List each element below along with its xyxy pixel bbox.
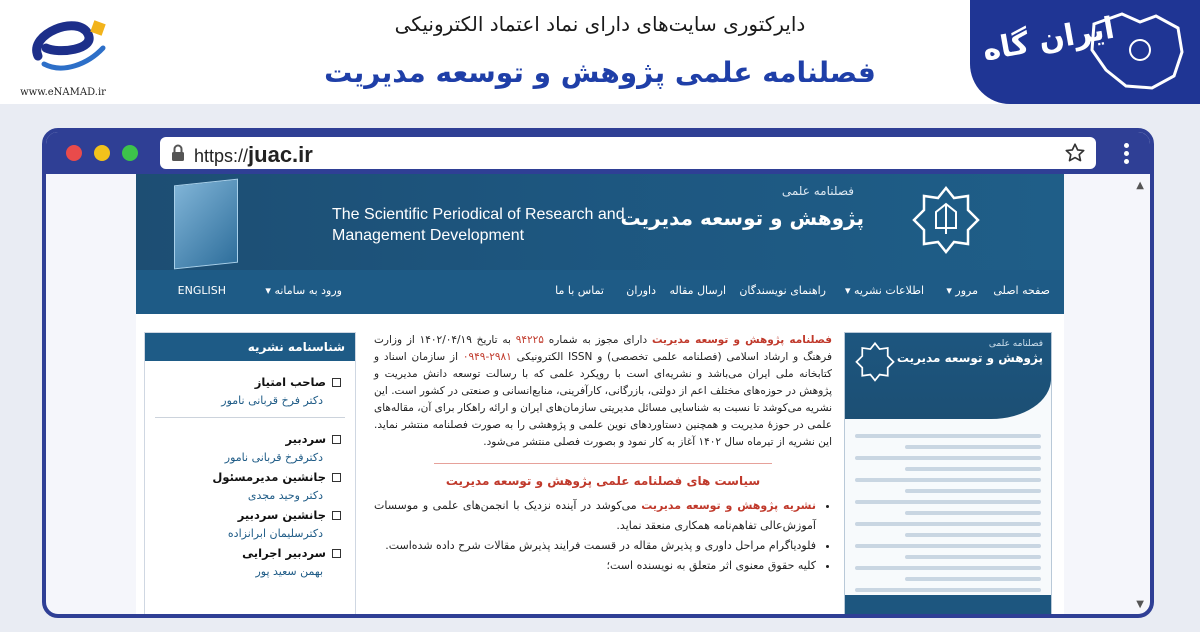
bullet-box-icon [332, 549, 341, 558]
main-navigation [136, 270, 1064, 314]
url-domain: juac.ir [248, 142, 313, 167]
role-editor-in-chief [145, 432, 355, 464]
banner-subtitle: دایرکتوری سایت‌های دارای نماد اعتماد الکترونیکی [394, 12, 806, 36]
card-kicker: فصلنامه علمی [988, 339, 1043, 349]
policy-list [374, 496, 832, 576]
bullet-box-icon [332, 473, 341, 482]
banner-title: فصلنامه علمی پژوهش و توسعه مدیریت [324, 56, 876, 89]
nav-contact[interactable]: تماس با ما [555, 284, 604, 297]
divider [155, 417, 345, 418]
journal-cover-card[interactable] [844, 332, 1052, 618]
journal-id-sidebar [144, 332, 356, 618]
journal-emblem-icon [910, 184, 982, 260]
browser-menu-icon[interactable] [1124, 143, 1130, 165]
irangah-badge [970, 0, 1200, 104]
role-title: سردبیر اجرایی [242, 546, 326, 560]
top-banner [0, 0, 1200, 104]
policy-item: • کلیه حقوق معنوی اثر متعلق به نویسنده است؛ [374, 556, 816, 576]
policy-item: • فلودیاگرام مراحل داوری و پذیرش مقاله در قسمت فرایند پذیرش مقالات شرح داده شده‌است. [374, 536, 816, 556]
url-prefix: https:// [194, 146, 249, 166]
role-title: جانشین سردبیر [237, 508, 326, 522]
role-executive-editor [145, 546, 355, 578]
nav-journal-info[interactable]: اطلاعات نشریه ▾ [844, 284, 924, 297]
card-header [845, 333, 1051, 419]
role-name-link[interactable]: دکتر فرخ قربانی نامور [221, 394, 323, 407]
role-title: صاحب امتیاز [254, 375, 326, 389]
role-name-link[interactable]: بهمن سعید پور [255, 565, 323, 578]
card-toc-lines [845, 419, 1051, 618]
card-footer [845, 595, 1051, 617]
role-title: سردبیر [285, 432, 326, 446]
intro-journal-name: فصلنامه پژوهش و توسعه مدیریت [651, 334, 832, 346]
url-text [194, 142, 313, 168]
minimize-window-button[interactable] [94, 145, 110, 161]
bullet-box-icon [332, 511, 341, 520]
role-deputy-director [145, 470, 355, 502]
close-window-button[interactable] [66, 145, 82, 161]
enamad-logo [8, 4, 118, 100]
card-title: پژوهش و توسعه مدیریت [896, 351, 1043, 365]
nav-home[interactable]: صفحه اصلی [993, 284, 1050, 297]
enamad-e-icon [8, 4, 118, 84]
bookmark-star-icon[interactable] [1064, 142, 1086, 164]
browser-window [42, 128, 1154, 618]
iran-map-icon [1082, 6, 1192, 96]
persian-kicker: فصلنامه علمی [781, 184, 854, 198]
nav-english[interactable]: ENGLISH [177, 284, 226, 297]
browser-toolbar [46, 132, 1150, 174]
journal-emblem-icon [853, 341, 897, 385]
lock-icon [170, 144, 186, 162]
website-content [136, 174, 1064, 618]
license-number: ۹۴۲۲۵ [515, 334, 544, 346]
role-name-link[interactable]: دکترسلیمان ابرانزاده [227, 527, 323, 540]
bullet-box-icon [332, 378, 341, 387]
address-bar[interactable] [160, 137, 1096, 169]
maximize-window-button[interactable] [122, 145, 138, 161]
scroll-down-arrow[interactable]: ▼ [1136, 599, 1144, 610]
english-title: The Scientific Periodical of Research and Management Development [332, 206, 625, 244]
role-title: جانشین مدیرمسئول [212, 470, 326, 484]
nav-reviewers[interactable]: داوران [626, 284, 656, 297]
nav-browse[interactable]: مرور ▾ [946, 284, 978, 297]
nav-login[interactable]: ورود به سامانه ▾ [265, 284, 342, 297]
scroll-up-arrow[interactable]: ▲ [1136, 180, 1144, 191]
intro-paragraph: فصلنامه پژوهش و توسعه مدیریت دارای مجوز به شماره ۹۴۲۲۵ به تاریخ ۱۴۰۲/۰۴/۱۹ از وزارت فرهنگ و ارشاد اسلامی (فصلنامه علمی تخصصی) و ISSN الکترونیکی ۲۹۸۱-۰۹۴۹ از سازمان اسناد و کتابخانه ملی ایران می‌باشد و نشریه‌ای است با رویکرد علمی که با رسالت توسعه دانش مدیریت و پژوهش در حوزه‌های مختلف اعم از دولتی، بازرگانی، کارآفرینی، منابع‌انسانی و صنعتی در کشور است. این نشریه می‌کوشد تا نسبت به شناسایی مسائل مدیریتی سازمان‌های ایران و ارائه راهکار برای آن، مقاله‌های علمی در حوزهٔ مدیریت و همچنین دستاوردهای نوین علمی و پژوهشی را به صورت فصلنامه منتشر نماید. این نشریه از تیرماه سال ۱۴۰۲ آغاز به کار نمود و بصورت فصلی منتشر می‌شود. [374, 334, 832, 448]
divider [434, 463, 772, 464]
nav-author-guide[interactable]: راهنمای نویسندگان [739, 284, 826, 297]
issn-number: ۲۹۸۱-۰۹۴۹ [462, 351, 512, 363]
journal-cover-image [174, 179, 238, 270]
site-header [136, 174, 1064, 270]
policy-item: • نشریه پژوهش و توسعه مدیریت می‌کوشد در آینده نزدیک با انجمن‌های علمی و موسسات آموزش‌عالی تفاهم‌نامه همکاری منعقد نماید. [374, 496, 816, 536]
role-owner [145, 375, 355, 407]
sidebar-heading: شناسنامه نشریه [145, 333, 355, 361]
enamad-url: www.eNAMAD.ir [20, 87, 106, 98]
irangah-logo-text: ایران گاه [979, 10, 1117, 69]
nav-submit[interactable]: ارسال مقاله [669, 284, 726, 297]
journal-description [374, 332, 832, 576]
role-deputy-editor [145, 508, 355, 540]
policy-heading: سیاست های فصلنامه علمی پژوهش و توسعه مدیریت [445, 474, 761, 488]
role-name-link[interactable]: دکترفرخ قربانی نامور [224, 451, 323, 464]
role-name-link[interactable]: دکتر وحید مجدی [247, 489, 323, 502]
bullet-box-icon [332, 435, 341, 444]
persian-title: پژوهش و توسعه مدیریت [620, 206, 864, 230]
